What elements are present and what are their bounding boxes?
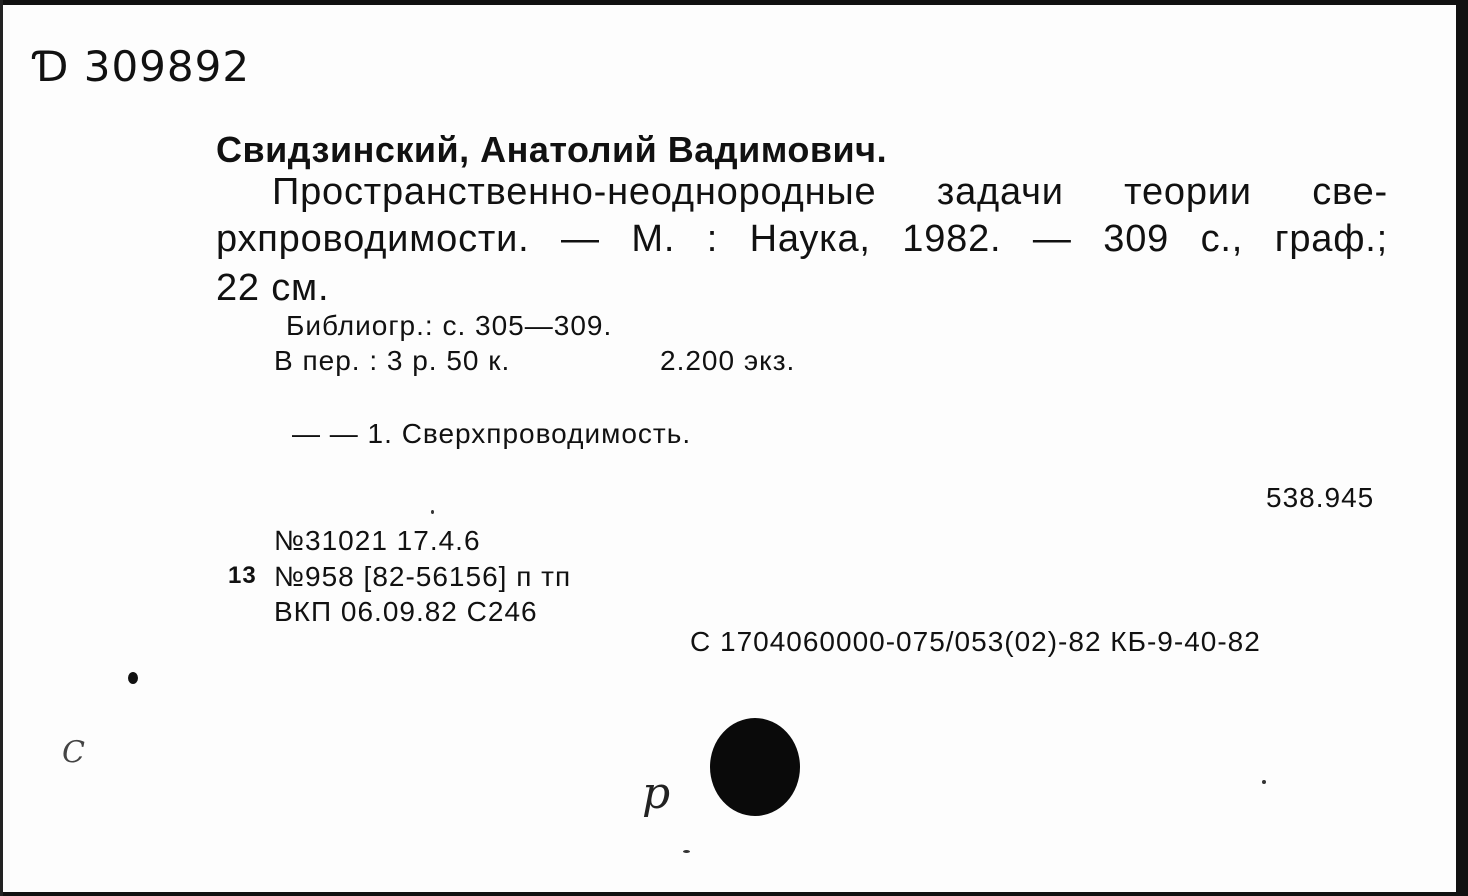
accession-number: Ɗ 309892 [34,42,251,91]
reference-line-2: №958 [82-56156] п тп [274,561,572,592]
subject-heading: — — 1. Сверхпроводимость. [292,418,692,449]
reference-line-1: №31021 17.4.6 [274,525,481,556]
price-note: В пер. : 3 р. 50 к. [274,345,511,376]
reference-line-3: ВКП 06.09.82 С246 [274,596,538,627]
title-line-3: 22 см. [216,267,330,309]
paper-speck [683,850,690,853]
paper-speck [431,510,434,514]
classification-code: С 1704060000-075/053(02)-82 КБ-9-40-82 [690,626,1261,657]
handwritten-initial-mark: р [642,768,671,819]
handwritten-c-mark: С [62,735,85,770]
ink-dot [128,672,138,684]
bibliography-note: Библиогр.: с. 305—309. [286,310,613,341]
card-edge-right [1456,0,1468,896]
copies-note: 2.200 экз. [660,345,796,376]
reference-prefix: 13 [228,562,257,589]
card-edge-left [0,0,3,896]
title-line-1: Пространственно-неоднородные задачи теории све- [272,171,1388,213]
paper-speck [1262,780,1266,784]
author-heading: Свидзинский, Анатолий Вадимович. [216,129,888,170]
card-edge-top [0,0,1468,5]
card-edge-bottom [0,892,1468,896]
title-line-2: рхпроводимости. — М. : Наука, 1982. — 309 с., граф.; [216,218,1388,260]
punched-hole [710,718,800,816]
udc-code: 538.945 [1266,482,1375,513]
